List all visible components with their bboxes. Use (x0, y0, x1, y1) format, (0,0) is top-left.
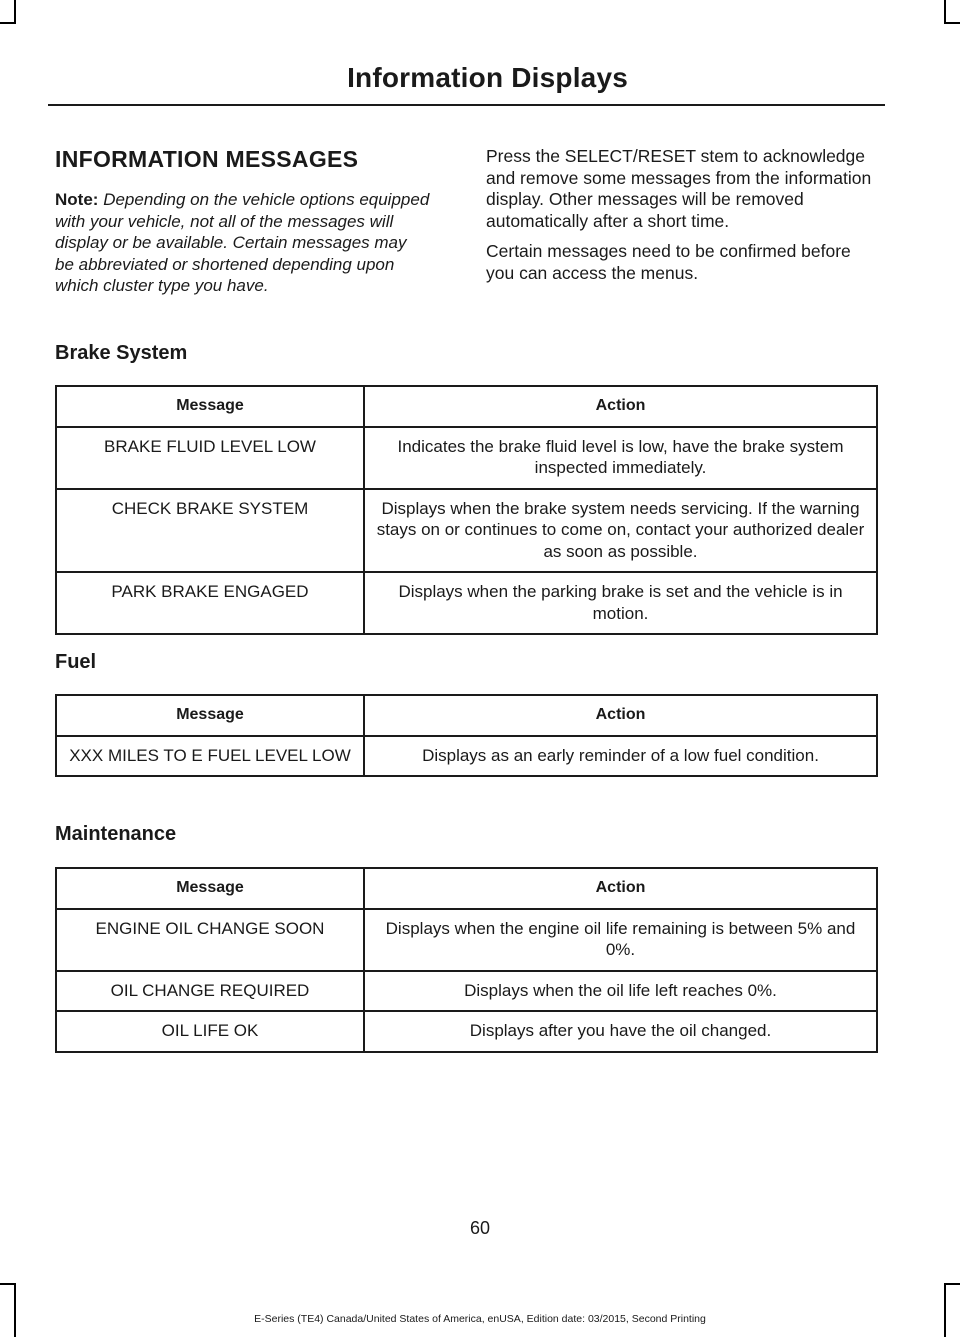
crop-mark (944, 22, 960, 24)
table-row (56, 427, 877, 489)
note-text: Depending on the vehicle options equipped with your vehicle, not all of the messages will display or be available. Certain messages may be abbreviated or shortened depending upon which cluster type you have. (55, 190, 430, 295)
crop-mark (0, 22, 16, 24)
maintenance-table (55, 867, 878, 1053)
message-cell: CHECK BRAKE SYSTEM (56, 489, 364, 573)
action-cell: Displays as an early reminder of a low fuel condition. (364, 736, 877, 777)
brake-system-table (55, 385, 878, 635)
subsection-title-brake-system: Brake System (55, 342, 188, 364)
message-cell: XXX MILES TO E FUEL LEVEL LOW (56, 736, 364, 777)
page-title: Information Displays (347, 62, 628, 93)
note (55, 189, 430, 297)
message-cell: ENGINE OIL CHANGE SOON (56, 909, 364, 971)
column-header-action: Action (364, 386, 877, 427)
action-cell: Displays when the brake system needs servicing. If the warning stays on or continues to come on, contact your authorized dealer as soon as possible. (364, 489, 877, 573)
crop-mark (944, 1283, 946, 1337)
message-cell: PARK BRAKE ENGAGED (56, 572, 364, 634)
subsection-title-fuel: Fuel (55, 651, 97, 673)
column-header-action: Action (364, 868, 877, 909)
fuel-table (55, 694, 878, 777)
crop-mark (14, 1283, 16, 1337)
crop-mark (14, 0, 16, 22)
paragraph: Press the SELECT/RESET stem to acknowledge and remove some messages from the information display. Other messages will be removed automatically after a short time. (486, 146, 872, 231)
header-divider (48, 104, 885, 106)
subsection-title-maintenance: Maintenance (55, 823, 177, 845)
message-cell: OIL CHANGE REQUIRED (56, 971, 364, 1012)
message-cell: OIL LIFE OK (56, 1011, 364, 1052)
table-row (56, 572, 877, 634)
column-header-message: Message (56, 868, 364, 909)
table-row (56, 736, 877, 777)
table-row (56, 1011, 877, 1052)
action-cell: Displays when the parking brake is set and the vehicle is in motion. (364, 572, 877, 634)
intro-right-column (486, 146, 881, 293)
column-header-message: Message (56, 386, 364, 427)
paragraph: Certain messages need to be confirmed before you can access the menus. (486, 241, 851, 283)
message-cell: BRAKE FLUID LEVEL LOW (56, 427, 364, 489)
footer-edition-line: E-Series (TE4) Canada/United States of America, enUSA, Edition date: 03/2015, Second Printing (254, 1313, 706, 1325)
column-header-action: Action (364, 695, 877, 736)
crop-mark (0, 1283, 16, 1285)
action-cell: Indicates the brake fluid level is low, have the brake system inspected immediately. (364, 427, 877, 489)
page-number: 60 (469, 1218, 491, 1238)
action-cell: Displays when the oil life left reaches 0%. (364, 971, 877, 1012)
note-label: Note: (55, 190, 99, 209)
table-header-row (56, 868, 877, 909)
action-cell: Displays when the engine oil life remaining is between 5% and 0%. (364, 909, 877, 971)
section-heading: INFORMATION MESSAGES (55, 146, 359, 172)
table-header-row (56, 695, 877, 736)
table-row (56, 971, 877, 1012)
column-header-message: Message (56, 695, 364, 736)
intro-left-column (55, 146, 430, 297)
crop-mark (944, 0, 946, 22)
table-row (56, 489, 877, 573)
table-header-row (56, 386, 877, 427)
action-cell: Displays after you have the oil changed. (364, 1011, 877, 1052)
crop-mark (944, 1283, 960, 1285)
table-row (56, 909, 877, 971)
